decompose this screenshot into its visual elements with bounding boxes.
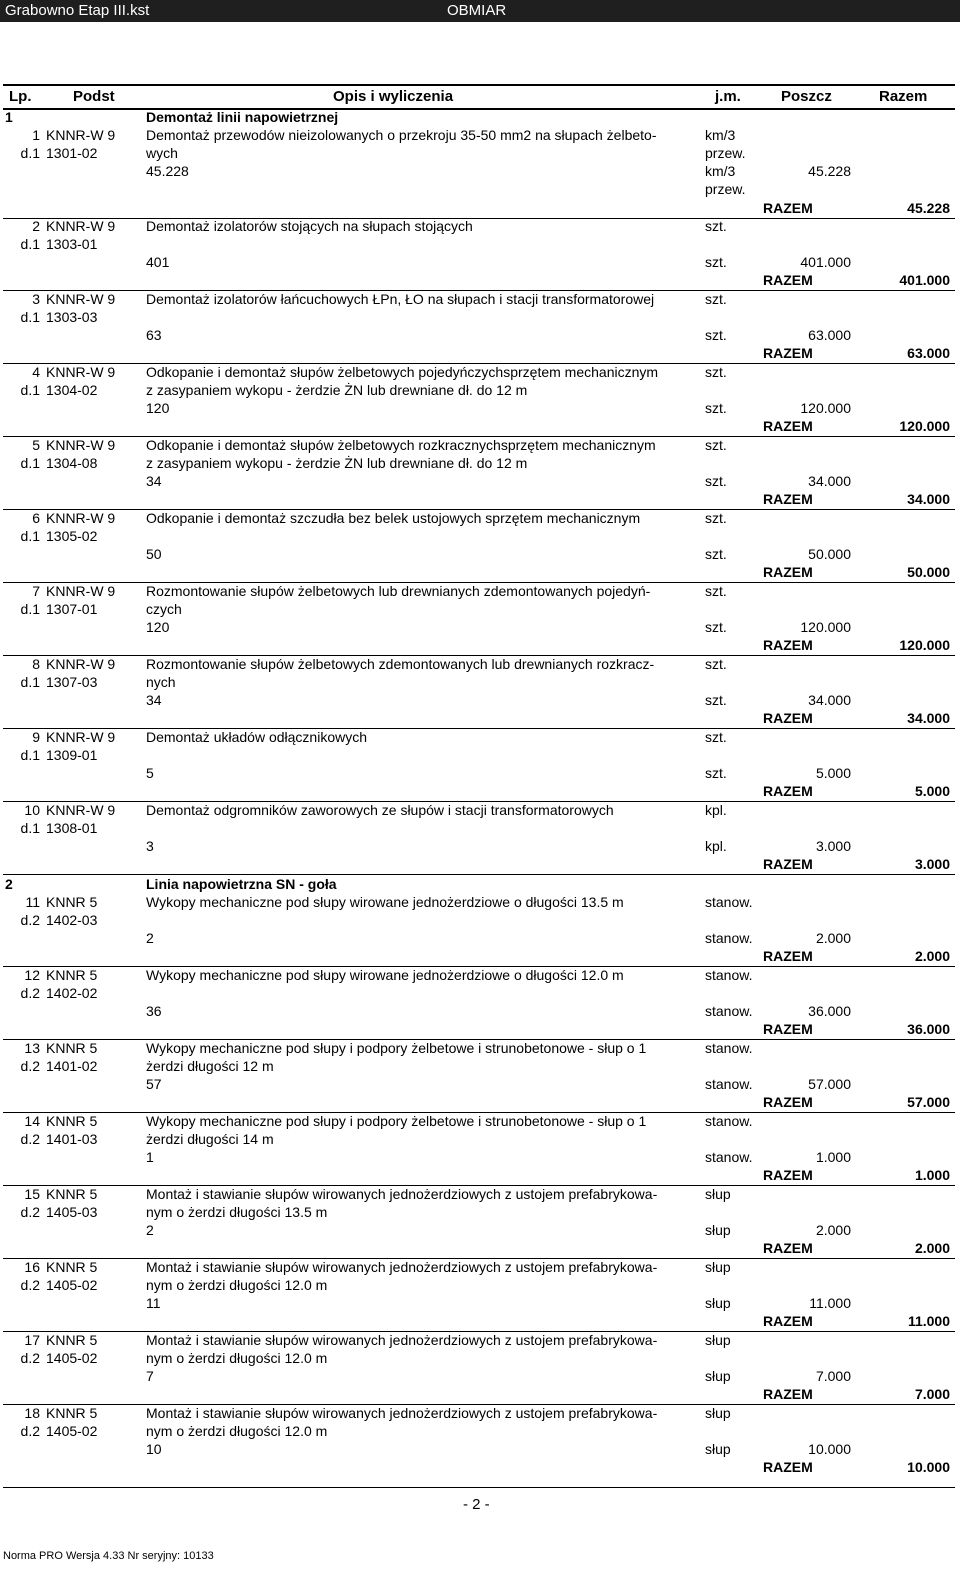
section-title: Demontaż linii napowietrznej bbox=[146, 109, 339, 125]
catalog-name: KNNR 5 bbox=[46, 1259, 98, 1275]
catalog-code: 1405-02 bbox=[46, 1423, 98, 1439]
item-number: 10 bbox=[24, 802, 40, 818]
item-number: 18 bbox=[24, 1405, 40, 1421]
catalog-volume: d.1 bbox=[20, 236, 40, 252]
calc-unit: stanow. bbox=[705, 1003, 753, 1019]
catalog-code: 1303-01 bbox=[46, 236, 98, 252]
section-number: 2 bbox=[5, 876, 13, 892]
catalog-volume: d.1 bbox=[20, 820, 40, 836]
description-line: Rozmontowanie słupów żelbetowych lub drewnianych zdemontowanych pojedyń- bbox=[146, 583, 651, 599]
section-number: 1 bbox=[5, 109, 13, 125]
item-number: 15 bbox=[24, 1186, 40, 1202]
partial-value: 120.000 bbox=[800, 619, 851, 635]
item-number: 1 bbox=[32, 127, 40, 143]
header-lp: Lp. bbox=[9, 88, 32, 105]
description-line: Demontaż przewodów nieizolowanych o przekroju 35-50 mm2 na słupach żelbeto- bbox=[146, 127, 657, 143]
catalog-code: 1304-02 bbox=[46, 382, 98, 398]
catalog-volume: d.2 bbox=[20, 1131, 40, 1147]
partial-value: 3.000 bbox=[815, 838, 851, 854]
description-line: Odkopanie i demontaż słupów żelbetowych pojedyńczychsprzętem mechanicznym bbox=[146, 364, 659, 380]
catalog-name: KNNR-W 9 bbox=[46, 218, 116, 234]
item-number: 17 bbox=[24, 1332, 40, 1348]
razem-value: 7.000 bbox=[914, 1386, 950, 1402]
catalog-code: 1402-02 bbox=[46, 985, 98, 1001]
catalog-code: 1401-03 bbox=[46, 1131, 98, 1147]
description-line: Montaż i stawianie słupów wirowanych jednożerdziowych z ustojem prefabrykowa- bbox=[146, 1186, 658, 1202]
unit: słup bbox=[705, 1405, 731, 1421]
calc-unit: szt. bbox=[705, 254, 727, 270]
razem-label: RAZEM bbox=[763, 200, 813, 216]
calc-expression: 45.228 bbox=[146, 163, 189, 179]
catalog-volume: d.2 bbox=[20, 1350, 40, 1366]
title-bar bbox=[0, 0, 960, 22]
file-name: Grabowno Etap III.kst bbox=[5, 2, 150, 19]
item-number: 3 bbox=[32, 291, 40, 307]
catalog-volume: d.1 bbox=[20, 528, 40, 544]
table-header bbox=[3, 84, 955, 110]
razem-label: RAZEM bbox=[763, 418, 813, 434]
calc-unit: stanow. bbox=[705, 1149, 753, 1165]
calc-unit: stanow. bbox=[705, 930, 753, 946]
razem-value: 2.000 bbox=[914, 948, 950, 964]
unit: stanow. bbox=[705, 894, 753, 910]
catalog-volume: d.1 bbox=[20, 601, 40, 617]
catalog-name: KNNR-W 9 bbox=[46, 583, 116, 599]
description-line: żerdzi długości 14 m bbox=[146, 1131, 274, 1147]
catalog-code: 1405-02 bbox=[46, 1350, 98, 1366]
calc-expression: 34 bbox=[146, 473, 162, 489]
unit: szt. bbox=[705, 291, 727, 307]
partial-value: 5.000 bbox=[815, 765, 851, 781]
calc-unit: stanow. bbox=[705, 1076, 753, 1092]
partial-value: 401.000 bbox=[800, 254, 851, 270]
razem-value: 63.000 bbox=[907, 345, 950, 361]
catalog-volume: d.2 bbox=[20, 1277, 40, 1293]
description-line: nym o żerdzi długości 12.0 m bbox=[146, 1423, 328, 1439]
calc-unit: szt. bbox=[705, 400, 727, 416]
calc-expression: 120 bbox=[146, 619, 170, 635]
catalog-code: 1405-03 bbox=[46, 1204, 98, 1220]
razem-value: 1.000 bbox=[914, 1167, 950, 1183]
partial-value: 50.000 bbox=[808, 546, 851, 562]
razem-value: 2.000 bbox=[914, 1240, 950, 1256]
partial-value: 34.000 bbox=[808, 692, 851, 708]
description-line: Montaż i stawianie słupów wirowanych jednożerdziowych z ustojem prefabrykowa- bbox=[146, 1259, 658, 1275]
razem-value: 3.000 bbox=[914, 856, 950, 872]
razem-label: RAZEM bbox=[763, 1167, 813, 1183]
calc-unit: przew. bbox=[705, 181, 746, 197]
description-line: żerdzi długości 12 m bbox=[146, 1058, 274, 1074]
calc-expression: 401 bbox=[146, 254, 170, 270]
catalog-volume: d.2 bbox=[20, 912, 40, 928]
catalog-name: KNNR-W 9 bbox=[46, 364, 116, 380]
section-divider bbox=[3, 874, 955, 875]
description-line: czych bbox=[146, 601, 182, 617]
razem-value: 401.000 bbox=[899, 272, 950, 288]
catalog-code: 1304-08 bbox=[46, 455, 98, 471]
razem-label: RAZEM bbox=[763, 1313, 813, 1329]
partial-value: 57.000 bbox=[808, 1076, 851, 1092]
calc-unit: szt. bbox=[705, 619, 727, 635]
unit: km/3 bbox=[705, 127, 736, 143]
description-line: z zasypaniem wykopu - żerdzie ŻN lub drewniane dł. do 12 m bbox=[146, 382, 528, 398]
partial-value: 45.228 bbox=[808, 163, 851, 179]
razem-label: RAZEM bbox=[763, 491, 813, 507]
catalog-volume: d.2 bbox=[20, 1423, 40, 1439]
partial-value: 10.000 bbox=[808, 1441, 851, 1457]
catalog-name: KNNR 5 bbox=[46, 894, 98, 910]
unit: szt. bbox=[705, 218, 727, 234]
item-number: 11 bbox=[25, 894, 40, 910]
razem-value: 120.000 bbox=[899, 418, 950, 434]
description-line: Odkopanie i demontaż szczudła bez belek ustojowych sprzętem mechanicznym bbox=[146, 510, 641, 526]
catalog-code: 1303-03 bbox=[46, 309, 98, 325]
footer: Norma PRO Wersja 4.33 Nr seryjny: 10133 bbox=[3, 1550, 214, 1562]
partial-value: 1.000 bbox=[815, 1149, 851, 1165]
partial-value: 120.000 bbox=[800, 400, 851, 416]
header-poszcz: Poszcz bbox=[781, 88, 832, 105]
description-line: Demontaż odgromników zaworowych ze słupów i stacji transformatorowych bbox=[146, 802, 614, 818]
razem-value: 120.000 bbox=[899, 637, 950, 653]
unit: szt. bbox=[705, 729, 727, 745]
calc-expression: 10 bbox=[146, 1441, 162, 1457]
description-line: Montaż i stawianie słupów wirowanych jednożerdziowych z ustojem prefabrykowa- bbox=[146, 1405, 658, 1421]
partial-value: 11.000 bbox=[809, 1295, 851, 1311]
catalog-volume: d.2 bbox=[20, 1058, 40, 1074]
calc-expression: 57 bbox=[146, 1076, 162, 1092]
razem-label: RAZEM bbox=[763, 710, 813, 726]
calc-unit: szt. bbox=[705, 327, 727, 343]
calc-expression: 120 bbox=[146, 400, 170, 416]
item-number: 8 bbox=[32, 656, 40, 672]
page-number: - 2 - bbox=[463, 1496, 490, 1513]
item-number: 6 bbox=[32, 510, 40, 526]
item-number: 5 bbox=[32, 437, 40, 453]
description-line: wych bbox=[146, 145, 178, 161]
catalog-code: 1305-02 bbox=[46, 528, 98, 544]
calc-unit: słup bbox=[705, 1295, 731, 1311]
description-line: Montaż i stawianie słupów wirowanych jednożerdziowych z ustojem prefabrykowa- bbox=[146, 1332, 658, 1348]
unit: stanow. bbox=[705, 1113, 753, 1129]
calc-unit: słup bbox=[705, 1441, 731, 1457]
calc-expression: 3 bbox=[146, 838, 154, 854]
partial-value: 34.000 bbox=[808, 473, 851, 489]
catalog-code: 1309-01 bbox=[46, 747, 98, 763]
description-line: Demontaż układów odłącznikowych bbox=[146, 729, 367, 745]
catalog-volume: d.1 bbox=[20, 747, 40, 763]
catalog-volume: d.1 bbox=[20, 674, 40, 690]
catalog-name: KNNR 5 bbox=[46, 1332, 98, 1348]
razem-label: RAZEM bbox=[763, 345, 813, 361]
razem-label: RAZEM bbox=[763, 1459, 813, 1475]
catalog-code: 1405-02 bbox=[46, 1277, 98, 1293]
section-title: Linia napowietrzna SN - goła bbox=[146, 876, 337, 892]
unit: szt. bbox=[705, 510, 727, 526]
unit: kpl. bbox=[705, 802, 727, 818]
description-line: nym o żerdzi długości 12.0 m bbox=[146, 1350, 328, 1366]
catalog-name: KNNR 5 bbox=[46, 967, 98, 983]
unit: szt. bbox=[705, 583, 727, 599]
razem-value: 5.000 bbox=[914, 783, 950, 799]
calc-expression: 5 bbox=[146, 765, 154, 781]
description-line: Rozmontowanie słupów żelbetowych zdemontowanych lub drewnianych rozkracz- bbox=[146, 656, 655, 672]
razem-value: 10.000 bbox=[907, 1459, 950, 1475]
calc-unit: km/3 bbox=[705, 163, 736, 179]
item-number: 7 bbox=[32, 583, 40, 599]
description-line: nym o żerdzi długości 13.5 m bbox=[146, 1204, 328, 1220]
unit: szt. bbox=[705, 437, 727, 453]
partial-value: 2.000 bbox=[815, 930, 851, 946]
catalog-name: KNNR-W 9 bbox=[46, 729, 116, 745]
catalog-volume: d.1 bbox=[20, 309, 40, 325]
unit: stanow. bbox=[705, 1040, 753, 1056]
unit: słup bbox=[705, 1186, 731, 1202]
razem-value: 36.000 bbox=[907, 1021, 950, 1037]
document-title: OBMIAR bbox=[447, 2, 507, 19]
header-jm: j.m. bbox=[715, 88, 741, 105]
description-line: Wykopy mechaniczne pod słupy wirowane jednożerdziowe o długości 12.0 m bbox=[146, 967, 624, 983]
razem-value: 34.000 bbox=[907, 491, 950, 507]
unit: szt. bbox=[705, 656, 727, 672]
partial-value: 2.000 bbox=[815, 1222, 851, 1238]
catalog-volume: d.1 bbox=[20, 382, 40, 398]
catalog-name: KNNR 5 bbox=[46, 1113, 98, 1129]
catalog-name: KNNR-W 9 bbox=[46, 510, 116, 526]
catalog-volume: d.1 bbox=[20, 145, 40, 161]
razem-value: 11.000 bbox=[907, 1313, 950, 1329]
razem-value: 34.000 bbox=[907, 710, 950, 726]
razem-label: RAZEM bbox=[763, 1386, 813, 1402]
catalog-code: 1402-03 bbox=[46, 912, 98, 928]
unit: stanow. bbox=[705, 967, 753, 983]
razem-label: RAZEM bbox=[763, 637, 813, 653]
partial-value: 63.000 bbox=[808, 327, 851, 343]
calc-unit: szt. bbox=[705, 765, 727, 781]
razem-label: RAZEM bbox=[763, 948, 813, 964]
catalog-name: KNNR 5 bbox=[46, 1405, 98, 1421]
razem-value: 45.228 bbox=[907, 200, 950, 216]
description-line: Wykopy mechaniczne pod słupy i podpory żelbetowe i strunobetonowe - słup o 1 bbox=[146, 1040, 647, 1056]
item-number: 16 bbox=[24, 1259, 40, 1275]
calc-unit: szt. bbox=[705, 473, 727, 489]
calc-expression: 63 bbox=[146, 327, 162, 343]
catalog-name: KNNR-W 9 bbox=[46, 802, 116, 818]
description-line: nym o żerdzi długości 12.0 m bbox=[146, 1277, 328, 1293]
unit: słup bbox=[705, 1332, 731, 1348]
razem-label: RAZEM bbox=[763, 1021, 813, 1037]
catalog-name: KNNR-W 9 bbox=[46, 437, 116, 453]
catalog-code: 1301-02 bbox=[46, 145, 98, 161]
header-razem: Razem bbox=[879, 88, 928, 105]
description-line: Demontaż izolatorów łańcuchowych ŁPn, ŁO na słupach i stacji transformatorowej bbox=[146, 291, 655, 307]
unit: szt. bbox=[705, 364, 727, 380]
razem-label: RAZEM bbox=[763, 856, 813, 872]
calc-expression: 1 bbox=[146, 1149, 154, 1165]
calc-expression: 11 bbox=[146, 1295, 161, 1311]
catalog-name: KNNR 5 bbox=[46, 1040, 98, 1056]
calc-expression: 2 bbox=[146, 1222, 154, 1238]
calc-unit: słup bbox=[705, 1368, 731, 1384]
description-line: Wykopy mechaniczne pod słupy i podpory żelbetowe i strunobetonowe - słup o 1 bbox=[146, 1113, 647, 1129]
calc-unit: kpl. bbox=[705, 838, 727, 854]
table-end-line bbox=[3, 1487, 955, 1488]
razem-value: 57.000 bbox=[907, 1094, 950, 1110]
catalog-name: KNNR 5 bbox=[46, 1186, 98, 1202]
calc-expression: 36 bbox=[146, 1003, 162, 1019]
calc-expression: 50 bbox=[146, 546, 162, 562]
unit: słup bbox=[705, 1259, 731, 1275]
catalog-code: 1308-01 bbox=[46, 820, 98, 836]
catalog-code: 1401-02 bbox=[46, 1058, 98, 1074]
description-line: z zasypaniem wykopu - żerdzie ŻN lub drewniane dł. do 12 m bbox=[146, 455, 528, 471]
partial-value: 7.000 bbox=[815, 1368, 851, 1384]
calc-unit: szt. bbox=[705, 546, 727, 562]
catalog-volume: d.2 bbox=[20, 985, 40, 1001]
description-line: nych bbox=[146, 674, 176, 690]
partial-value: 36.000 bbox=[808, 1003, 851, 1019]
razem-label: RAZEM bbox=[763, 1240, 813, 1256]
description-line: Wykopy mechaniczne pod słupy wirowane jednożerdziowe o długości 13.5 m bbox=[146, 894, 624, 910]
unit: przew. bbox=[705, 145, 746, 161]
razem-label: RAZEM bbox=[763, 1094, 813, 1110]
catalog-name: KNNR-W 9 bbox=[46, 127, 116, 143]
catalog-volume: d.2 bbox=[20, 1204, 40, 1220]
calc-expression: 2 bbox=[146, 930, 154, 946]
item-number: 2 bbox=[32, 218, 40, 234]
item-number: 13 bbox=[24, 1040, 40, 1056]
calc-expression: 7 bbox=[146, 1368, 154, 1384]
catalog-code: 1307-03 bbox=[46, 674, 98, 690]
razem-label: RAZEM bbox=[763, 272, 813, 288]
catalog-volume: d.1 bbox=[20, 455, 40, 471]
header-podst: Podst bbox=[73, 88, 115, 105]
razem-value: 50.000 bbox=[907, 564, 950, 580]
description-line: Demontaż izolatorów stojących na słupach stojących bbox=[146, 218, 473, 234]
razem-label: RAZEM bbox=[763, 564, 813, 580]
calc-unit: szt. bbox=[705, 692, 727, 708]
description-line: Odkopanie i demontaż słupów żelbetowych rozkracznychsprzętem mechanicznym bbox=[146, 437, 656, 453]
item-number: 14 bbox=[24, 1113, 40, 1129]
header-opis: Opis i wyliczenia bbox=[333, 88, 454, 105]
razem-label: RAZEM bbox=[763, 783, 813, 799]
catalog-name: KNNR-W 9 bbox=[46, 291, 116, 307]
calc-unit: słup bbox=[705, 1222, 731, 1238]
item-number: 9 bbox=[32, 729, 40, 745]
calc-expression: 34 bbox=[146, 692, 162, 708]
catalog-name: KNNR-W 9 bbox=[46, 656, 116, 672]
item-number: 12 bbox=[24, 967, 40, 983]
catalog-code: 1307-01 bbox=[46, 601, 98, 617]
item-number: 4 bbox=[32, 364, 40, 380]
